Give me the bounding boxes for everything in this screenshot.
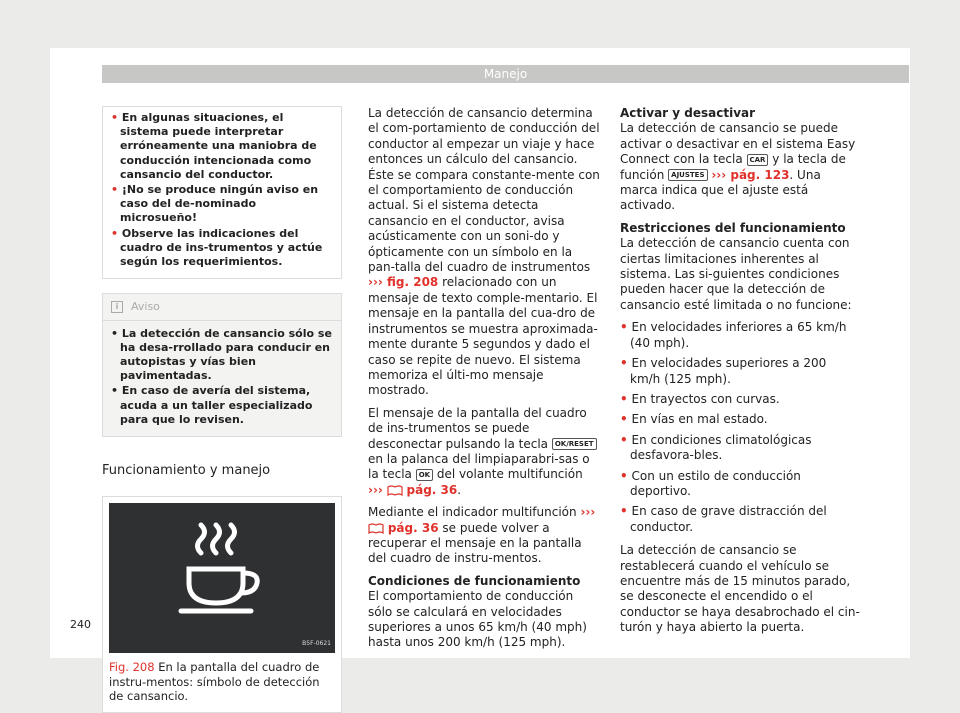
bullet-icon: •	[111, 226, 119, 240]
figure-link[interactable]: ››› fig. 208	[368, 275, 439, 290]
list-item: • Con un estilo de conducción deportivo.	[620, 468, 801, 498]
bullet-icon: •	[111, 326, 119, 340]
aviso-body	[103, 321, 341, 436]
car-key: CAR	[747, 154, 769, 166]
info-icon: i	[111, 301, 123, 313]
list-item: • En velocidades inferiores a 65 km/h (40 mph).	[620, 320, 847, 350]
list-item: • En trayectos con curvas.	[620, 391, 780, 406]
subheading: Condiciones de funcionamiento	[368, 573, 581, 588]
aviso-item: • La detección de cansancio sólo se ha desa-rrollado para conducir en autopistas y vías bien pavimentadas.	[111, 326, 332, 383]
figure-box	[102, 496, 342, 713]
bullet-icon: •	[620, 432, 628, 447]
bullet-icon: •	[620, 320, 628, 335]
list-item: • En caso de grave distracción del conductor.	[620, 504, 827, 534]
figure-image	[109, 503, 335, 653]
page-link[interactable]: ››› pág. 123	[711, 167, 790, 182]
aviso-box	[102, 293, 342, 437]
page-link[interactable]: pág. 36	[387, 520, 439, 535]
paragraph: El comportamiento de conducción sólo se calculará en velocidades superiores a unos 65 km/h (40 mph) hasta unos 200 km/h (125 mph).	[368, 589, 587, 650]
book-icon	[368, 523, 384, 534]
bullet-icon: •	[620, 391, 628, 406]
left-column	[102, 106, 342, 713]
warning-item: • En algunas situaciones, el sistema puede interpretar erróneamente una maniobra de conducción intencionada como cansancio del conductor.	[111, 111, 317, 181]
right-column	[620, 106, 860, 643]
book-icon	[387, 485, 403, 496]
aviso-item: • En caso de avería del sistema, acuda a un taller especializado para que lo revisen.	[111, 384, 313, 426]
paragraph: La detección de cansancio se restablecerá cuando el vehículo se encuentre más de 15 minutos parado, se desconecte el encendido o el conductor se haya desabrochado el cin-turón y haya abierto la puerta.	[620, 543, 860, 635]
manual-page	[50, 48, 910, 704]
figure-caption: Fig. 208 En la pantalla del cuadro de instru-mentos: símbolo de detección de cansancio.	[109, 660, 320, 704]
subheading: Restricciones del funcionamiento	[620, 220, 846, 235]
figure-code: B5F-0621	[302, 640, 331, 648]
paragraph: Mediante el indicador multifunción ››› pág. 36 se puede volver a recuperar el mensaje en la pantalla del cuadro de instru-mentos.	[368, 505, 596, 566]
coffee-cup-icon	[109, 503, 335, 653]
bullet-icon: •	[620, 356, 628, 371]
page-link[interactable]: pág. 36	[406, 482, 458, 497]
paragraph: La detección de cansancio cuenta con ciertas limitaciones inherentes al sistema. Las si-guientes condiciones pueden hacer que la detección de cansancio esté limitada o no funcione:	[620, 236, 852, 312]
warning-item: • Observe las indicaciones del cuadro de ins-trumentos y actúe según los requerimientos.	[111, 226, 323, 269]
bullet-icon: •	[620, 468, 628, 483]
bullet-icon: •	[111, 384, 119, 398]
bullet-icon: •	[111, 183, 119, 197]
ok-reset-key: OK/RESET	[552, 438, 597, 450]
ok-key: OK	[416, 469, 433, 481]
page-number: 240	[70, 618, 91, 631]
aviso-header	[103, 294, 341, 320]
list-item: • En vías en mal estado.	[620, 412, 768, 427]
middle-column	[368, 106, 600, 658]
paragraph: La detección de cansancio determina el com-portamiento de conducción del conductor al empezar un viaje y hace entonces un cálculo del cansancio. Éste se compara constante-mente con el comportamiento de conducción actual. Si el sistema detecta cansancio en el conductor, avisa acústicamente con un soni-do y ópticamente con un símbolo en la pan-talla del cuadro de instrumentos ››› fig. 208 relacionado con un mensaje de texto comple-mentario. El mensaje en la pantalla del cua-dro de instrumentos se muestra aproximada-mente durante 5 segundos y dado el caso se repite de nuevo. El sistema memoriza el últi-mo mensaje mostrado.	[368, 106, 600, 398]
paragraph: El mensaje de la pantalla del cuadro de ins-trumentos se puede desconectar pulsando la tecla OK/RESET en la palanca del limpiaparabri-sas o la tecla OK del volante multifunción ››› pág. 36.	[368, 406, 600, 498]
page-header: Manejo	[102, 65, 909, 83]
paragraph: La detección de cansancio se puede activar o desactivar en el sistema Easy Connect con la tecla CAR y la tecla de función AJUSTES ››› pág. 123. Una marca indica que el ajuste está activado.	[620, 121, 856, 213]
bullet-icon: •	[620, 412, 628, 427]
subheading: Activar y desactivar	[620, 106, 756, 120]
ajustes-key: AJUSTES	[668, 169, 707, 181]
list-item: • En velocidades superiores a 200 km/h (125 mph).	[620, 356, 827, 386]
bullet-icon: •	[111, 111, 119, 124]
warning-box	[102, 106, 342, 279]
list-item: • En condiciones climatológicas desfavora-bles.	[620, 432, 812, 463]
section-title: Funcionamiento y manejo	[102, 463, 271, 479]
aviso-title: Aviso	[131, 300, 160, 314]
warning-item: • ¡No se produce ningún aviso en caso del de-nominado microsueño!	[111, 183, 319, 225]
figure-label: Fig. 208	[109, 660, 155, 675]
bullet-icon: •	[620, 504, 628, 519]
